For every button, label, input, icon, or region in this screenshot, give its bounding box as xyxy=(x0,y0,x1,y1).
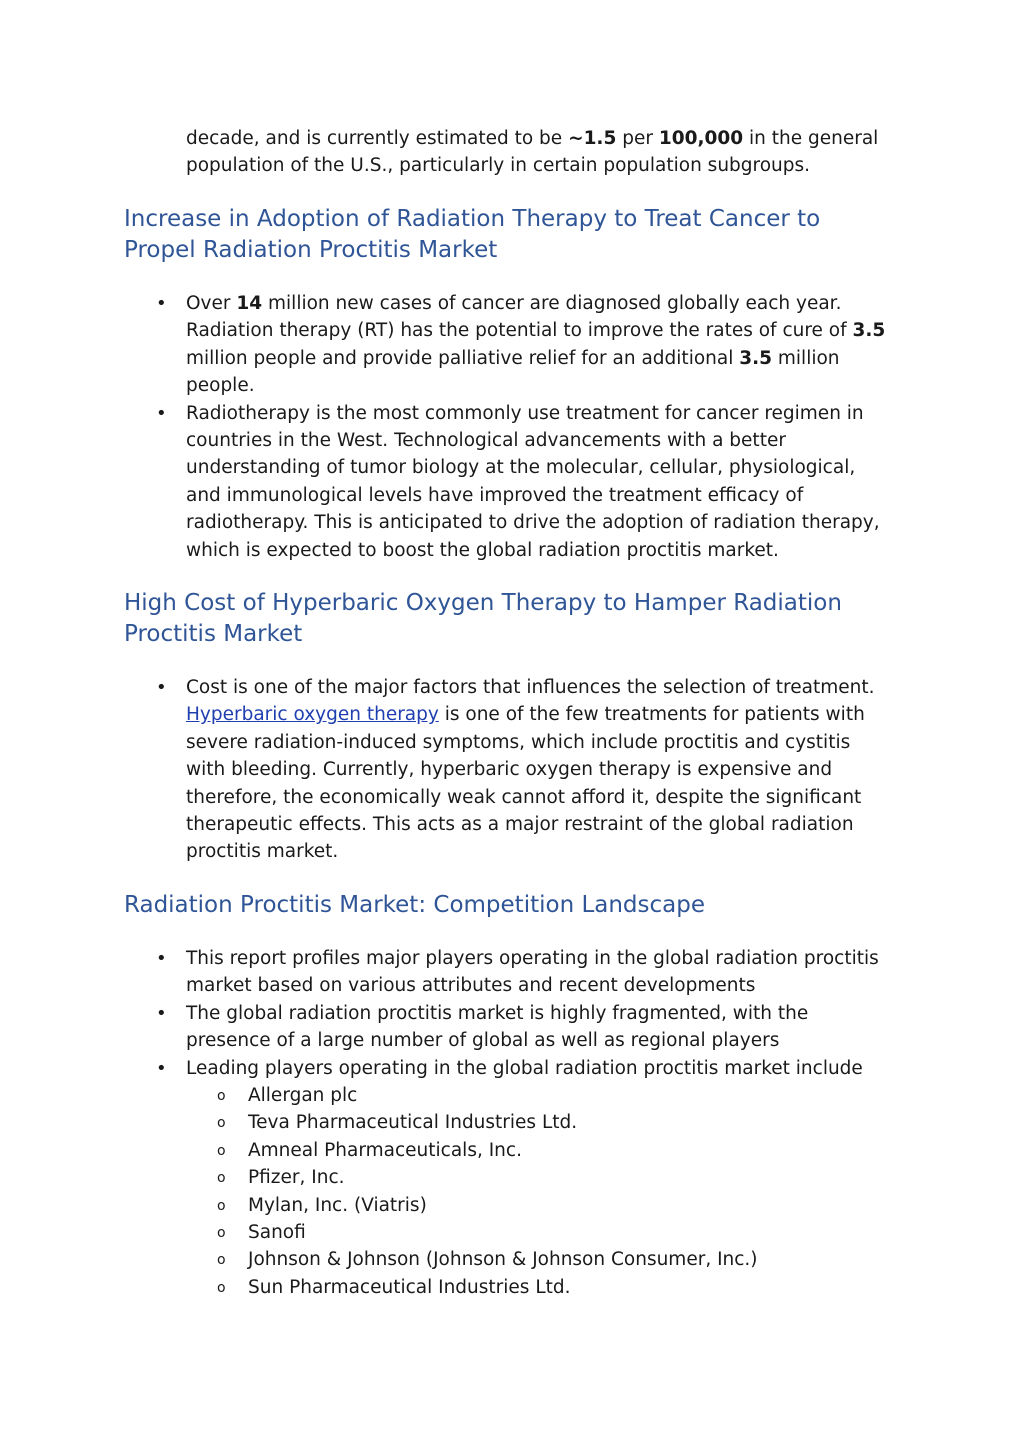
section-heading-competition: Radiation Proctitis Market: Competition Landscape xyxy=(124,892,706,918)
player-item: o Teva Pharmaceutical Industries Ltd. xyxy=(248,1109,891,1136)
bullet-text: million people and provide palliative relief for an additional xyxy=(186,347,740,369)
adoption-bullet-list xyxy=(186,290,891,564)
bullet-item xyxy=(186,674,891,866)
intro-text-1: decade, and is currently estimated to be xyxy=(186,128,569,149)
intro-rate-value: ~1.5 xyxy=(568,128,617,149)
bullet-item: • This report profiles major players operating in the global radiation proctitis market based on various attributes and recent developments xyxy=(186,945,891,1000)
player-item: o Sun Pharmaceutical Industries Ltd. xyxy=(248,1274,891,1301)
intro-text-3: in the general population of the U.S., particularly in certain population subgroups. xyxy=(186,128,879,177)
player-item: o Amneal Pharmaceuticals, Inc. xyxy=(248,1137,891,1164)
bullet-item: • Radiotherapy is the most commonly use treatment for cancer regimen in countries in the West. Technological advancements with a better understanding of tumor biology at the molecular, cellular, physiological, and immunological levels have improved the treatment efficacy of radiotherapy. This is anticipated to drive the adoption of radiation therapy, which is expected to boost the global radiation proctitis market. xyxy=(186,400,891,564)
cases-value: 14 xyxy=(236,293,263,314)
competition-bullet-list xyxy=(186,945,891,1301)
hyperbaric-oxygen-therapy-link[interactable]: Hyperbaric oxygen therapy xyxy=(186,704,439,726)
intro-paragraph xyxy=(186,125,886,180)
bullet-text: Leading players operating in the global radiation proctitis market include xyxy=(186,1057,863,1079)
section-heading-cost: High Cost of Hyperbaric Oxygen Therapy to Hamper Radiation Proctitis Market xyxy=(124,590,842,647)
bullet-text: Over xyxy=(186,293,237,314)
players-list xyxy=(186,1082,891,1301)
bullet-item xyxy=(186,290,891,400)
bullet-text: Cost is one of the major factors that influences the selection of treatment. xyxy=(186,677,875,698)
cost-bullet-list xyxy=(186,674,891,866)
bullet-item xyxy=(186,1055,891,1302)
player-item: o Sanofi xyxy=(248,1219,891,1246)
player-item: o Allergan plc xyxy=(248,1082,891,1109)
bullet-text: is one of the few treatments for patients with severe radiation-induced symptoms, which include proctitis and cystitis with bleeding. Currently, hyperbaric oxygen therapy is expensive and therefore, the economically weak cannot afford it, despite the significant therapeutic effects. This acts as a major restraint of the global radiation proctitis market. xyxy=(186,704,865,863)
bullet-item: • The global radiation proctitis market is highly fragmented, with the presence of a large number of global as well as regional players xyxy=(186,1000,891,1055)
cure-value: 3.5 xyxy=(852,320,886,342)
player-item: o Pfizer, Inc. xyxy=(248,1164,891,1191)
relief-value: 3.5 xyxy=(739,347,773,369)
player-item: o Johnson & Johnson (Johnson & Johnson Consumer, Inc.) xyxy=(248,1246,891,1273)
intro-population-value: 100,000 xyxy=(658,128,744,149)
intro-text-2: per xyxy=(616,128,659,149)
section-heading-adoption: Increase in Adoption of Radiation Therapy to Treat Cancer to Propel Radiation Proctitis Market xyxy=(124,206,821,263)
bullet-text: million people. xyxy=(186,347,840,397)
bullet-text: million new cases of cancer are diagnosed globally each year. Radiation therapy (RT) has the potential to improve the rates of cure of xyxy=(186,293,853,342)
player-item: o Mylan, Inc. (Viatris) xyxy=(248,1192,891,1219)
